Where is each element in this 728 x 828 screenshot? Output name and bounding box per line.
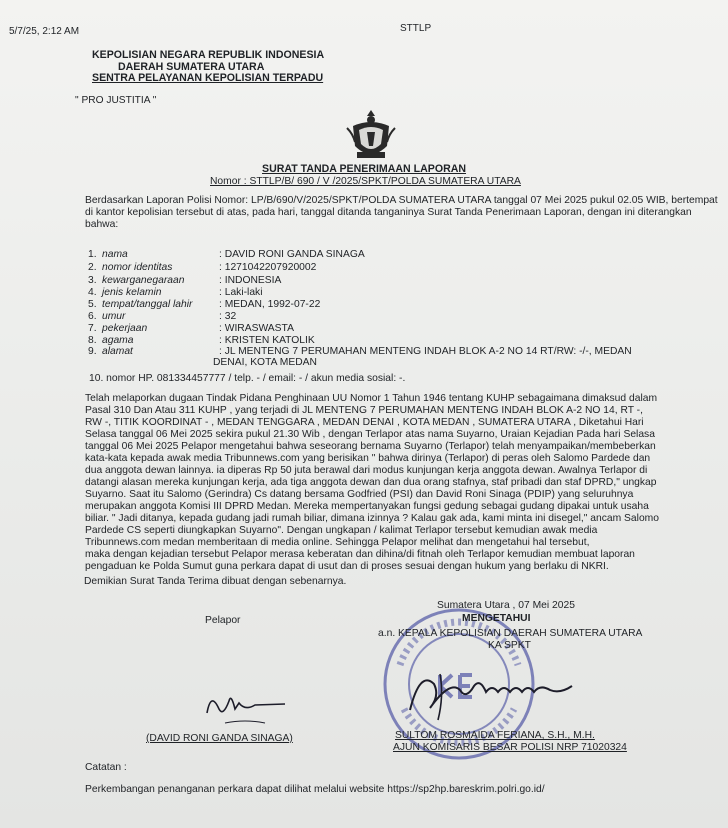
intro-paragraph: Berdasarkan Laporan Polisi Nomor: LP/B/690/V/2025/SPKT/POLDA SUMATERA UTARA tanggal 07 Mei 2025 pukul 02.05 WIB, bertempat di kantor kepolisian tersebut di atas, pada hari, tanggal ditanda tanganinya Surat Tanda Penerimaan Laporan, dengan ini diterangkan bahwa:	[85, 195, 718, 231]
position-line: KA SPKT	[488, 640, 531, 651]
acknowledged-label: MENGETAHUI	[462, 613, 531, 624]
body-line: RW -, TITIK KOORDINAT - , MEDAN TENGGARA , MEDAN DENAI , KOTA MEDAN , SUMATERA UTARA , Diketahui Hari	[85, 417, 644, 428]
body-line: tanggal 06 Mei 2025 Pelapor mengetahui bahwa seseorang bernama Suyarno (Terlapor) telah menyampaikan/membeberkan	[85, 441, 656, 452]
officer-rank: AJUN KOMISARIS BESAR POLISI NRP 71020324	[393, 742, 627, 753]
police-crest-icon	[345, 108, 397, 162]
identity-row: 7. pekerjaan : WIRASWASTA	[88, 323, 294, 334]
identity-row: 3. kewarganegaraan : INDONESIA	[88, 275, 282, 286]
identity-row: 8. agama : KRISTEN KATOLIK	[88, 335, 315, 346]
identity-row: 6. umur : 32	[88, 311, 237, 322]
body-line: merupakan anggota Komisi III DPRD Medan. Mereka mempertanyakan fungsi gedung sebagai gudang dipakai untuk usaha	[85, 501, 649, 512]
on-behalf-line: a.n. KEPALA KEPOLISIAN DAERAH SUMATERA UTARA	[378, 628, 643, 639]
letterhead-line3: SENTRA PELAYANAN KEPOLISIAN TERPADU	[92, 72, 324, 84]
body-line: dua anggota dewan lainnya. ia diperas Rp 50 juta berawal dari modus kunjungan kerja anggota dewan. Awalnya Terlapor di	[85, 465, 648, 476]
signature-place-date: Sumatera Utara , 07 Mei 2025	[437, 600, 575, 611]
body-line: Tribunnews.com medan memberitaan di media online. Sehingga Pelapor melihat dan mengetahui hal tersebut,	[85, 537, 590, 548]
pro-justitia: " PRO JUSTITIA "	[75, 95, 157, 106]
doc-code: STTLP	[400, 23, 432, 34]
identity-row: 4. jenis kelamin : Laki-laki	[88, 287, 263, 298]
body-line: Selasa tanggal 06 Mei 2025 sekira pukul 21.30 Wib , dengan Terlapor atas nama Suyarno, Uraian Kejadian Pada hari Selasa	[85, 429, 655, 440]
notes-label: Catatan :	[85, 762, 127, 773]
document-number: Nomor : STTLP/B/ 690 / V /2025/SPKT/POLDA SUMATERA UTARA	[210, 176, 521, 187]
reporter-signature-icon	[195, 683, 290, 728]
notes-text: Perkembangan penanganan perkara dapat dilihat melalui website https://sp2hp.bareskrim.polri.go.id/	[85, 784, 545, 795]
contact-line: 10. nomor HP. 081334457777 / telp. - / email: - / akun media sosial: -.	[89, 373, 406, 384]
identity-row: 2. nomor identitas : 1271042207920002	[88, 262, 317, 273]
reporter-label: Pelapor	[205, 615, 241, 626]
body-line: Pasal 310 Dan Atau 311 KUHP , yang terjadi di JL MENTENG 7 PERUMAHAN MENTENG INDAH BLOK A-2 NO 14, RT -,	[85, 405, 643, 416]
officer-name: SULTOM ROSMAIDA FERIANA, S.H., M.H.	[395, 730, 595, 741]
officer-signature-icon	[400, 660, 580, 730]
address-continuation: DENAI, KOTA MEDAN	[213, 357, 317, 368]
body-line: kata-kata kepada awak media Tribunnews.com yang berisikan " bahwa dirinya (Terlapor) di peras oleh Salomo Pardede dan	[85, 453, 651, 464]
identity-row: 5. tempat/tanggal lahir : MEDAN, 1992-07-22	[88, 299, 321, 310]
letterhead-line2: DAERAH SUMATERA UTARA	[118, 61, 265, 73]
body-line: Pardede CS seperti diungkapkan Suyarno". Dengan ungkapan / kalimat Terlapor tersebut kemudian awak media	[85, 525, 598, 536]
closing-statement: Demikian Surat Tanda Terima dibuat dengan sebenarnya.	[84, 576, 347, 587]
body-line: Telah melaporkan dugaan Tindak Pidana Penghinaan UU Nomor 1 Tahun 1946 tentang KUHP sebagaimana dimaksud dalam	[85, 393, 658, 404]
body-line: Suyarno. Saat itu Salomo (Gerindra) Cs datang bersama Godfried (PSI) dan David Roni Sinaga (PDIP) yang seluruhnya	[85, 489, 634, 500]
body-line: datangi alasan mereka kunjungan kerja, ada tiga anggota dewan dan dua orang stafnya, staf pribadi dan staf DPRD," ungkap	[85, 477, 657, 488]
print-datetime: 5/7/25, 2:12 AM	[9, 26, 80, 37]
body-line: maka dengan kejadian tersebut Pelapor merasa keberatan dan dihina/di fitnah oleh Terlapor kemudian membuat laporan	[85, 549, 635, 560]
document-title: SURAT TANDA PENERIMAAN LAPORAN	[262, 163, 467, 175]
body-line: pengaduan ke Polda Sumut guna perkara dapat di usut dan di proses sesuai dengan hukum yang berlaku di NKRI.	[85, 561, 609, 572]
identity-row: 1. nama : DAVID RONI GANDA SINAGA	[88, 249, 365, 260]
letterhead-line1: KEPOLISIAN NEGARA REPUBLIK INDONESIA	[92, 49, 325, 61]
reporter-name: (DAVID RONI GANDA SINAGA)	[146, 733, 293, 744]
body-line: biliar. " Jadi ditanya, kepada gudang jadi rumah biliar, dimana izinnya ? Kalau gak ada, kami minta ini disegel," ancam Salomo	[85, 513, 659, 524]
identity-row: 9. alamat : JL MENTENG 7 PERUMAHAN MENTENG INDAH BLOK A-2 NO 14 RT/RW: -/-, MEDAN	[88, 346, 632, 357]
